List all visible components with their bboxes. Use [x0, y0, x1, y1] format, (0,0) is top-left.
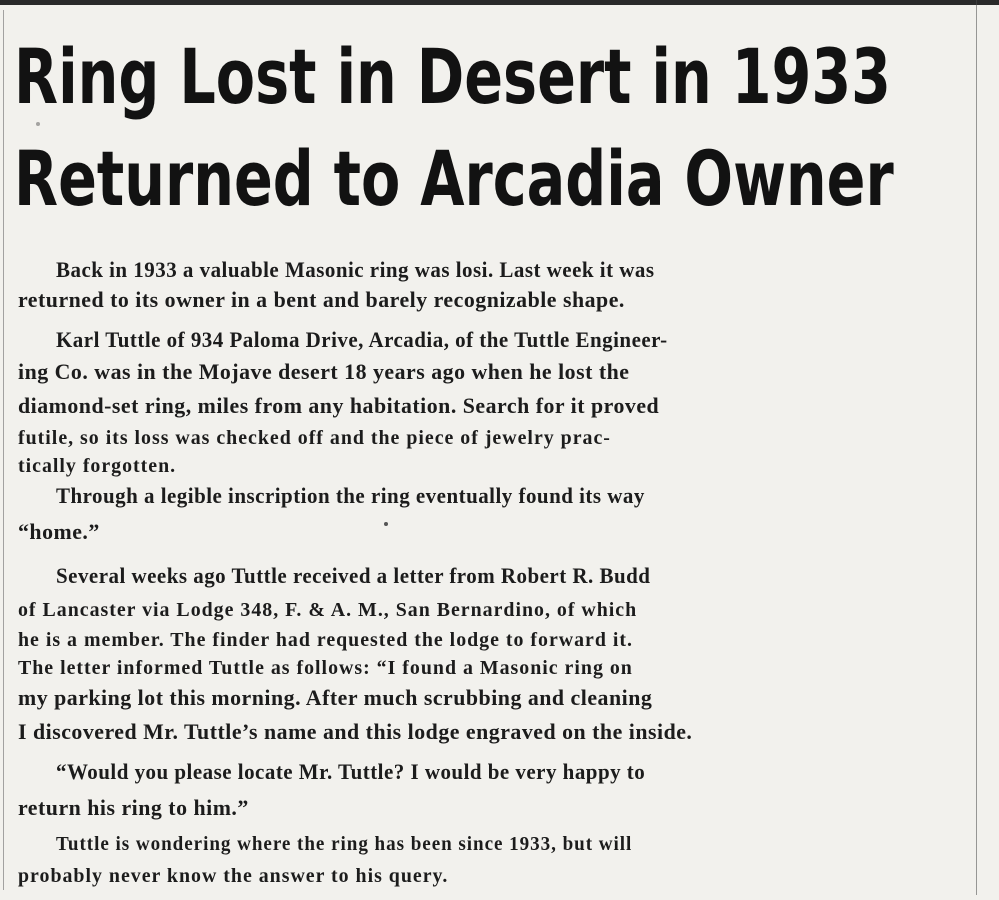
- paragraph-4-line-3: he is a member. The finder had requested the lodge to forward it.: [18, 629, 633, 651]
- article-headline: [14, 26, 894, 230]
- paragraph-1-line-1: Back in 1933 a valuable Masonic ring was losi. Last week it was: [56, 257, 655, 282]
- right-column-rule: [976, 0, 977, 895]
- paragraph-2-line-5: tically forgotten.: [18, 455, 177, 477]
- left-column-rule: [3, 10, 4, 890]
- paragraph-4-line-5: my parking lot this morning. After much scrubbing and cleaning: [18, 685, 653, 710]
- paragraph-4-line-1: Several weeks ago Tuttle received a letter from Robert R. Budd: [56, 563, 651, 588]
- paragraph-2-line-2: ing Co. was in the Mojave desert 18 years ago when he lost the: [18, 359, 630, 384]
- headline-line-2: Returned to Arcadia Owner: [14, 134, 894, 223]
- headline-line-1: Ring Lost in Desert in 1933: [14, 32, 891, 121]
- paragraph-4-line-6: I discovered Mr. Tuttle’s name and this lodge engraved on the inside.: [18, 719, 693, 744]
- paragraph-2-line-4: futile, so its loss was checked off and the piece of jewelry prac-: [18, 427, 611, 449]
- paragraph-6-line-2: probably never know the answer to his query.: [18, 865, 449, 887]
- paragraph-2-line-3: diamond-set ring, miles from any habitation. Search for it proved: [18, 393, 660, 418]
- paragraph-5-line-1: “Would you please locate Mr. Tuttle? I would be very happy to: [56, 759, 646, 784]
- paragraph-3-line-1: Through a legible inscription the ring eventually found its way: [56, 483, 645, 508]
- paragraph-6-line-1: Tuttle is wondering where the ring has been since 1933, but will: [56, 833, 633, 855]
- paragraph-3-line-2: “home.”: [18, 519, 100, 544]
- paragraph-2-line-1: Karl Tuttle of 934 Paloma Drive, Arcadia, of the Tuttle Engineer-: [56, 327, 668, 352]
- ink-speck: [384, 522, 388, 526]
- top-column-rule: [0, 0, 999, 5]
- paragraph-4-line-4: The letter informed Tuttle as follows: “I found a Masonic ring on: [18, 657, 633, 679]
- ink-speck: [36, 122, 40, 126]
- paragraph-4-line-2: of Lancaster via Lodge 348, F. & A. M., San Bernardino, of which: [18, 599, 638, 621]
- paragraph-5-line-2: return his ring to him.”: [18, 795, 249, 820]
- paragraph-1-line-2: returned to its owner in a bent and barely recognizable shape.: [18, 287, 625, 312]
